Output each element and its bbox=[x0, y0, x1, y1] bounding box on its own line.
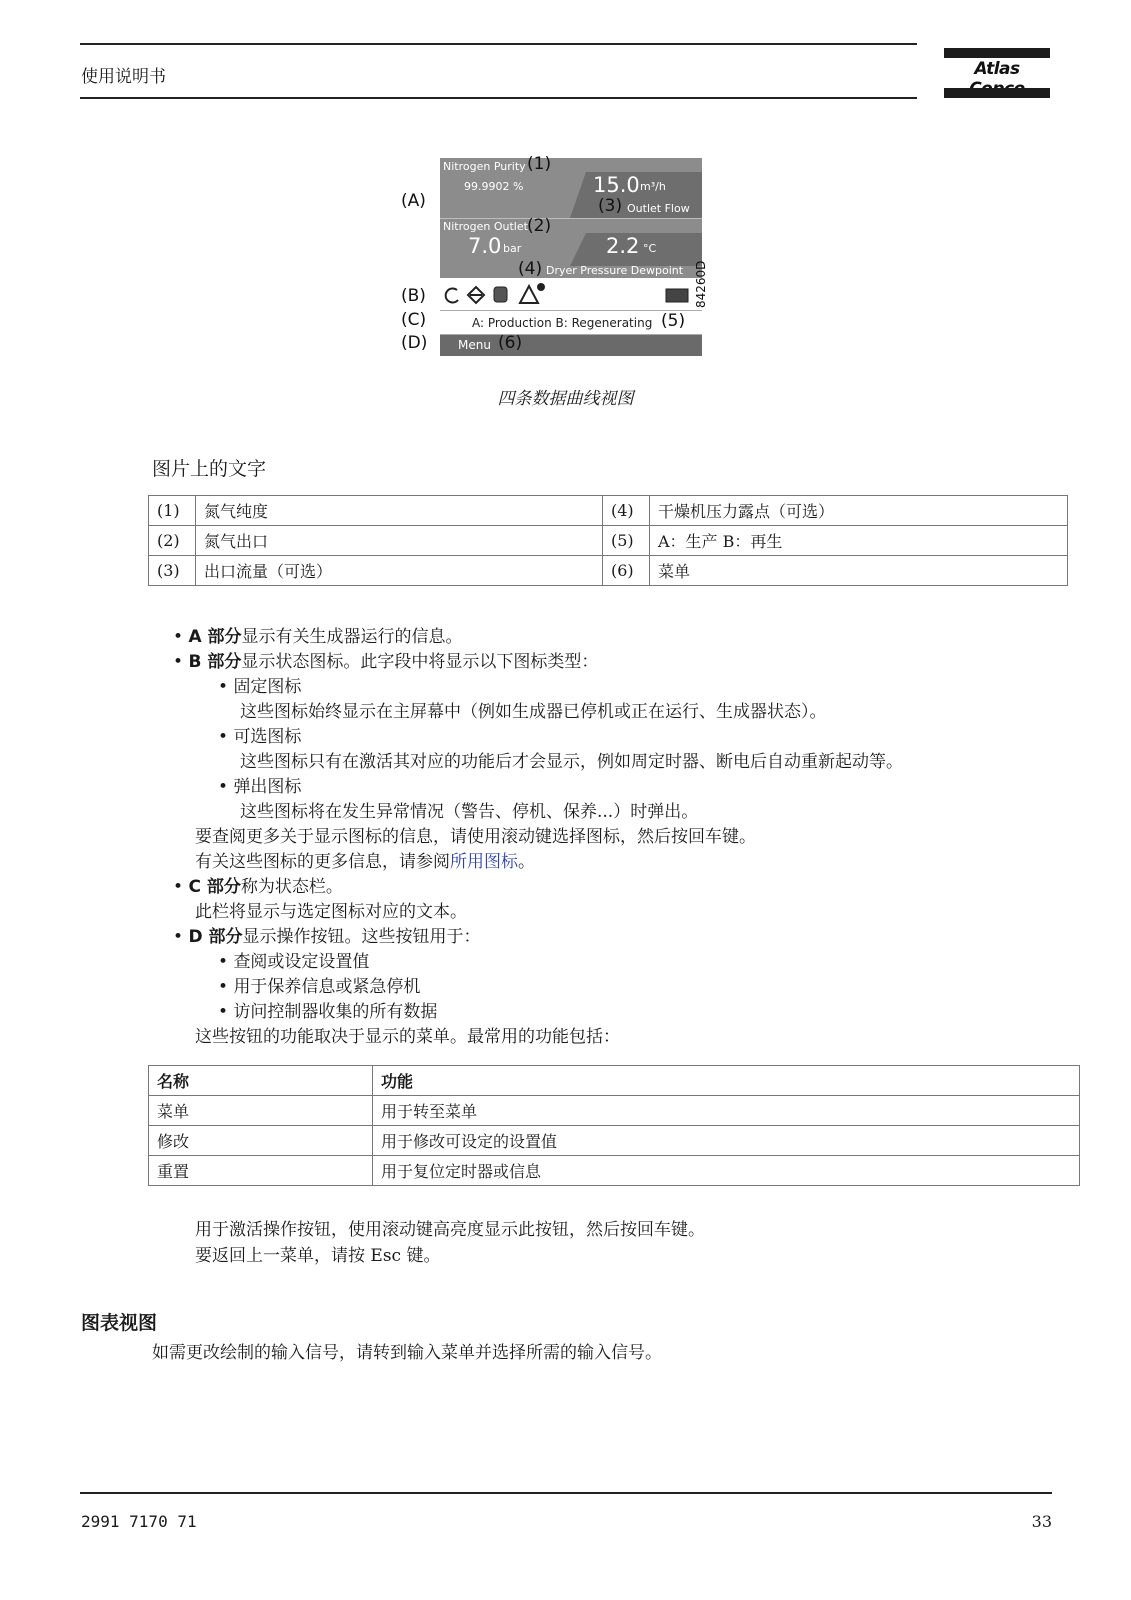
callout-5: (5) bbox=[661, 311, 686, 331]
figure-caption: 四条数据曲线视图 bbox=[497, 389, 634, 409]
hand-icon bbox=[494, 287, 507, 302]
nitrogen-outlet-label: Nitrogen Outlet bbox=[443, 220, 528, 233]
warning-icon bbox=[520, 284, 544, 303]
legend-num: (1) bbox=[149, 496, 196, 526]
callout-d: (D) bbox=[401, 333, 428, 353]
document-number: 2991 7170 71 bbox=[81, 1512, 197, 1531]
column-header-function: 功能 bbox=[373, 1066, 1080, 1096]
popup-icons-title: 弹出图标 bbox=[233, 777, 302, 797]
callout-b: (B) bbox=[401, 286, 426, 306]
table-header-row bbox=[149, 1066, 1080, 1096]
legend-table bbox=[148, 495, 1068, 586]
controller-screen bbox=[440, 154, 710, 360]
legend-num: (6) bbox=[603, 556, 650, 586]
func-name: 重置 bbox=[149, 1156, 373, 1186]
dewpoint-unit: °C bbox=[643, 242, 657, 255]
sub-bullet-popup: • 弹出图标 bbox=[218, 777, 302, 797]
sub-bullet-d1: • 查阅或设定设置值 bbox=[218, 952, 370, 972]
legend-text: 出口流量（可选） bbox=[196, 556, 603, 586]
legend-text: 氮气出口 bbox=[196, 526, 603, 556]
header-title: 使用说明书 bbox=[81, 67, 166, 87]
legend-num: (2) bbox=[149, 526, 196, 556]
callout-2: (2) bbox=[527, 216, 552, 236]
bullet-c-text: 称为状态栏。 bbox=[240, 877, 343, 897]
d3-text: 访问控制器收集的所有数据 bbox=[233, 1002, 438, 1022]
nitrogen-purity-label: Nitrogen Purity bbox=[443, 160, 526, 173]
chart-view-text: 如需更改绘制的输入信号，请转到输入菜单并选择所需的输入信号。 bbox=[152, 1343, 662, 1363]
header-bottom-rule bbox=[80, 97, 917, 99]
fan-icon bbox=[468, 287, 484, 303]
sub-bullet-fixed: • 固定图标 bbox=[218, 677, 302, 697]
reference-end: 。 bbox=[518, 852, 535, 872]
table-row bbox=[149, 526, 1068, 556]
popup-icons-text: 这些图标将在发生异常情况（警告、停机、保养...）时弹出。 bbox=[240, 802, 699, 822]
section-title: 图片上的文字 bbox=[152, 458, 267, 480]
d2-text: 用于保养信息或紧急停机 bbox=[233, 977, 421, 997]
callout-1: (1) bbox=[527, 154, 552, 174]
status-bar-text: A: Production B: Regenerating bbox=[472, 316, 653, 330]
status-icons-row bbox=[440, 282, 702, 308]
legend-text: A：生产 B：再生 bbox=[650, 526, 1068, 556]
header-top-rule bbox=[80, 43, 917, 45]
callout-c: (C) bbox=[401, 310, 427, 330]
bullet-c-sub: 此栏将显示与选定图标对应的文本。 bbox=[195, 902, 467, 922]
outlet-flow-label: Outlet Flow bbox=[627, 202, 690, 215]
sub-bullet-optional: • 可选图标 bbox=[218, 727, 302, 747]
legend-text: 氮气纯度 bbox=[196, 496, 603, 526]
legend-text: 干燥机压力露点（可选） bbox=[650, 496, 1068, 526]
dewpoint-value: 2.2 bbox=[606, 234, 640, 258]
reference-line bbox=[195, 847, 535, 872]
d1-text: 查阅或设定设置值 bbox=[233, 952, 370, 972]
legend-num: (5) bbox=[603, 526, 650, 556]
bullet-d: • D 部分显示操作按钮。这些按钮用于： bbox=[173, 927, 481, 947]
bullet-c: • C 部分称为状态栏。 bbox=[173, 877, 343, 897]
bullet-c-label: C 部分 bbox=[188, 877, 241, 897]
table-row bbox=[149, 1126, 1080, 1156]
optional-icons-title: 可选图标 bbox=[233, 727, 302, 747]
page-number: 33 bbox=[1031, 1512, 1052, 1531]
callout-4: (4) bbox=[518, 259, 543, 279]
table-row bbox=[149, 1096, 1080, 1126]
table-row bbox=[149, 556, 1068, 586]
bullet-a: • A 部分显示有关生成器运行的信息。 bbox=[173, 627, 463, 647]
bullet-d-label: D 部分 bbox=[188, 927, 243, 947]
func-name: 菜单 bbox=[149, 1096, 373, 1126]
flow-unit: m³/h bbox=[640, 180, 666, 193]
flow-value: 15.0 bbox=[593, 173, 640, 197]
legend-num: (3) bbox=[149, 556, 196, 586]
optional-icons-text: 这些图标只有在激活其对应的功能后才会显示，例如周定时器、断电后自动重新起动等。 bbox=[240, 752, 903, 772]
outlet-unit: bar bbox=[503, 242, 522, 255]
activate-text: 用于激活操作按钮，使用滚动键高亮度显示此按钮，然后按回车键。 bbox=[195, 1220, 705, 1240]
return-text: 要返回上一菜单，请按 Esc 键。 bbox=[195, 1246, 441, 1266]
bullet-d-text: 显示操作按钮。这些按钮用于： bbox=[242, 927, 481, 947]
callout-3: (3) bbox=[598, 196, 623, 216]
figure-code: 84260D bbox=[694, 260, 708, 308]
purity-value: 99.9902 % bbox=[464, 180, 524, 193]
legend-text: 菜单 bbox=[650, 556, 1068, 586]
icons-used-link[interactable]: 所用图标 bbox=[450, 852, 518, 872]
chart-view-heading: 图表视图 bbox=[81, 1312, 158, 1334]
footer-rule bbox=[80, 1492, 1052, 1494]
more-info-text: 要查阅更多关于显示图标的信息，请使用滚动键选择图标，然后按回车键。 bbox=[195, 827, 756, 847]
func-name: 修改 bbox=[149, 1126, 373, 1156]
refresh-icon bbox=[446, 288, 458, 302]
logo-text: Atlas bbox=[974, 59, 1020, 79]
outlet-value: 7.0 bbox=[468, 234, 502, 258]
func-desc: 用于修改可设定的设置值 bbox=[373, 1126, 1080, 1156]
callout-a: (A) bbox=[401, 191, 426, 211]
fixed-icons-text: 这些图标始终显示在主屏幕中（例如生成器已停机或正在运行、生成器状态）。 bbox=[240, 702, 827, 722]
sub-bullet-d2: • 用于保养信息或紧急停机 bbox=[218, 977, 421, 997]
func-desc: 用于复位定时器或信息 bbox=[373, 1156, 1080, 1186]
function-table bbox=[148, 1065, 1080, 1186]
bullet-b-label: B 部分 bbox=[188, 652, 242, 672]
legend-num: (4) bbox=[603, 496, 650, 526]
controller-icon bbox=[666, 289, 688, 302]
menu-button: Menu bbox=[458, 338, 491, 352]
sub-bullet-d3: • 访问控制器收集的所有数据 bbox=[218, 1002, 438, 1022]
reference-text: 有关这些图标的更多信息，请参阅 bbox=[195, 852, 450, 872]
func-desc: 用于转至菜单 bbox=[373, 1096, 1080, 1126]
table-row bbox=[149, 496, 1068, 526]
fixed-icons-title: 固定图标 bbox=[233, 677, 302, 697]
bullet-b-text: 显示状态图标。此字段中将显示以下图标类型： bbox=[241, 652, 599, 672]
dewpoint-label: Dryer Pressure Dewpoint bbox=[546, 264, 684, 277]
bullet-a-text: 显示有关生成器运行的信息。 bbox=[241, 627, 463, 647]
bullet-d-sub: 这些按钮的功能取决于显示的菜单。最常用的功能包括： bbox=[195, 1027, 620, 1047]
table-row bbox=[149, 1156, 1080, 1186]
callout-6: (6) bbox=[498, 333, 523, 353]
bullet-a-label: A 部分 bbox=[188, 627, 242, 647]
column-header-name: 名称 bbox=[149, 1066, 373, 1096]
bullet-b: • B 部分显示状态图标。此字段中将显示以下图标类型： bbox=[173, 652, 599, 672]
